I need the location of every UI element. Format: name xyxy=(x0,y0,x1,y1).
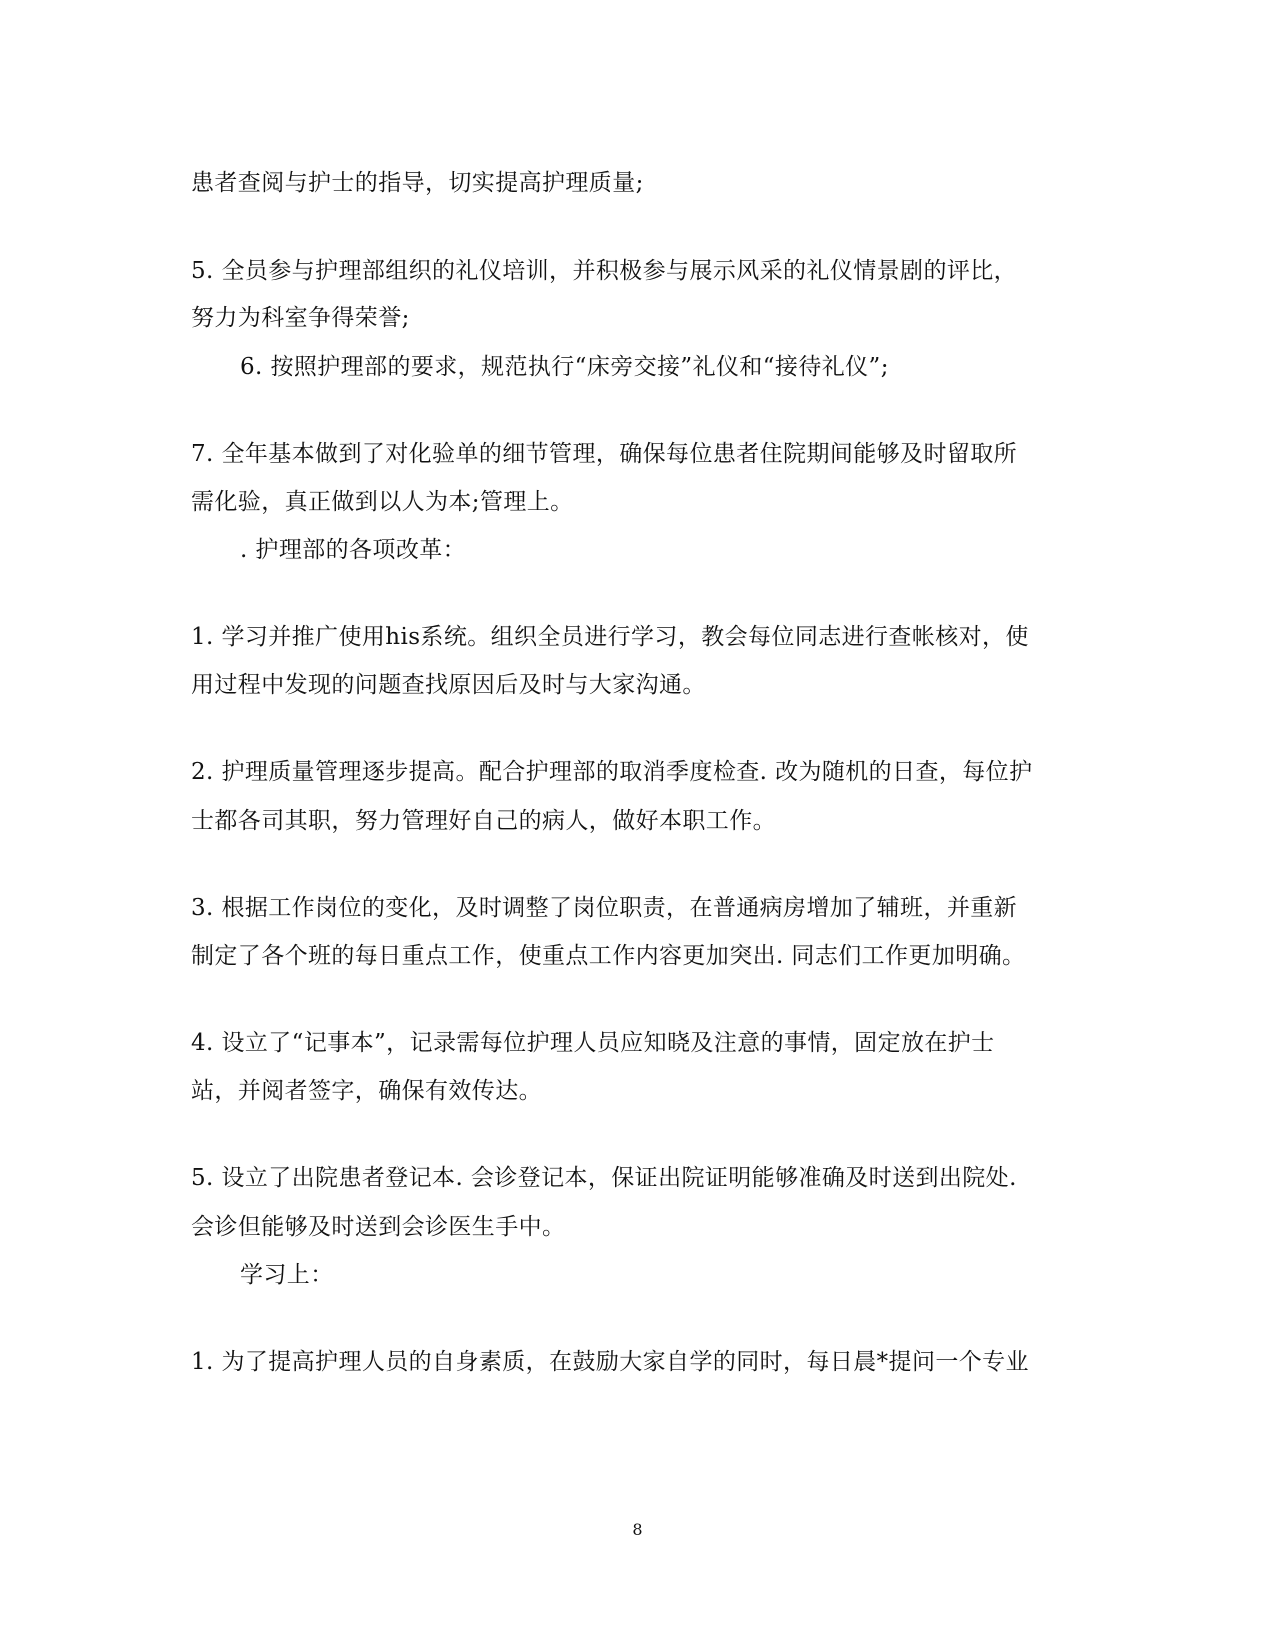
text-line: 会诊但能够及时送到会诊医生手中。 xyxy=(191,1214,566,1240)
text-line: 1. 学习并推广使用his系统。组织全员进行学习，教会每位同志进行查帐核对，使 xyxy=(191,624,1029,650)
section-heading: . 护理部的各项改革： xyxy=(240,537,467,563)
text-line: 7. 全年基本做到了对化验单的细节管理，确保每位患者住院期间能够及时留取所 xyxy=(191,441,1018,467)
page-number: 8 xyxy=(632,1520,643,1539)
text-line: 患者查阅与护士的指导，切实提高护理质量; xyxy=(191,170,644,196)
text-line: 5. 全员参与护理部组织的礼仪培训，并积极参与展示风采的礼仪情景剧的评比， xyxy=(191,258,1018,284)
text-line: 4. 设立了“记事本”，记录需每位护理人员应知晓及注意的事情，固定放在护士 xyxy=(191,1030,995,1056)
text-line: 努力为科室争得荣誉; xyxy=(191,305,410,331)
text-line: 用过程中发现的问题查找原因后及时与大家沟通。 xyxy=(191,672,706,698)
text-line: 需化验，真正做到以人为本;管理上。 xyxy=(191,489,574,515)
text-line: 士都各司其职，努力管理好自己的病人，做好本职工作。 xyxy=(191,808,776,834)
text-line: 3. 根据工作岗位的变化，及时调整了岗位职责，在普通病房增加了辅班，并重新 xyxy=(191,895,1018,921)
text-line: 1. 为了提高护理人员的自身素质，在鼓励大家自学的同时，每日晨*提问一个专业 xyxy=(191,1349,1029,1375)
text-line: 2. 护理质量管理逐步提高。配合护理部的取消季度检查. 改为随机的日查，每位护 xyxy=(191,759,1033,785)
text-line: 站，并阅者签字，确保有效传达。 xyxy=(191,1078,542,1104)
text-line: 5. 设立了出院患者登记本. 会诊登记本，保证出院证明能够准确及时送到出院处. xyxy=(191,1165,1017,1191)
text-line: 制定了各个班的每日重点工作，使重点工作内容更加突出. 同志们工作更加明确。 xyxy=(191,943,1026,969)
section-heading: 学习上： xyxy=(240,1262,334,1288)
text-line: 6. 按照护理部的要求，规范执行“床旁交接”礼仪和“接待礼仪”; xyxy=(240,354,889,380)
